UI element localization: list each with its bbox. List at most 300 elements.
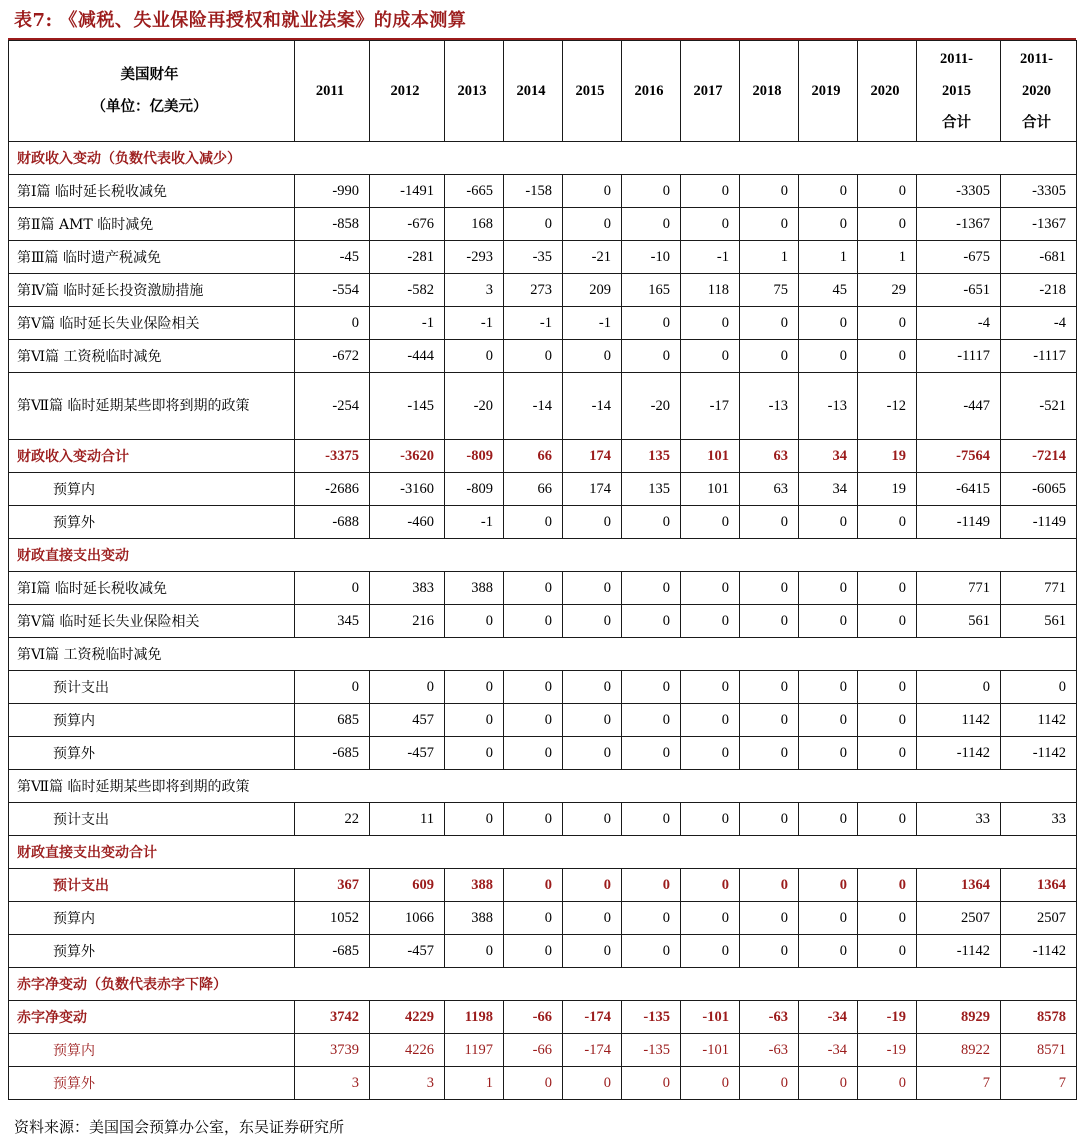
header-sum2-line3: 合计 bbox=[1022, 115, 1051, 131]
value-cell: 0 bbox=[681, 572, 740, 605]
value-cell: 0 bbox=[858, 340, 917, 373]
value-cell: 3742 bbox=[295, 1001, 370, 1034]
value-cell: 1 bbox=[740, 241, 799, 274]
value-cell: -1117 bbox=[1001, 340, 1077, 373]
row-label: 财政收入变动合计 bbox=[9, 440, 295, 473]
value-cell: -281 bbox=[370, 241, 445, 274]
value-cell: 0 bbox=[563, 803, 622, 836]
value-cell: 3 bbox=[295, 1067, 370, 1100]
row-label: 预算外 bbox=[9, 935, 295, 968]
value-cell: 0 bbox=[445, 704, 504, 737]
value-cell: 0 bbox=[504, 605, 563, 638]
value-cell: 685 bbox=[295, 704, 370, 737]
value-cell: 8929 bbox=[917, 1001, 1001, 1034]
value-cell: -45 bbox=[295, 241, 370, 274]
value-cell: 8571 bbox=[1001, 1034, 1077, 1067]
value-cell: -688 bbox=[295, 506, 370, 539]
value-cell: 0 bbox=[370, 671, 445, 704]
value-cell: 33 bbox=[917, 803, 1001, 836]
value-cell: 561 bbox=[1001, 605, 1077, 638]
value-cell: 1142 bbox=[1001, 704, 1077, 737]
value-cell: -17 bbox=[681, 373, 740, 440]
value-cell: 0 bbox=[295, 307, 370, 340]
value-cell: 174 bbox=[563, 440, 622, 473]
value-cell: -651 bbox=[917, 274, 1001, 307]
table-row bbox=[9, 803, 1077, 836]
value-cell: 0 bbox=[799, 1067, 858, 1100]
value-cell: 0 bbox=[681, 935, 740, 968]
value-cell: 0 bbox=[681, 1067, 740, 1100]
header-label-line2: （单位：亿美元） bbox=[91, 99, 208, 115]
table-row bbox=[9, 737, 1077, 770]
value-cell: 0 bbox=[740, 1067, 799, 1100]
value-cell: 29 bbox=[858, 274, 917, 307]
value-cell: 0 bbox=[858, 605, 917, 638]
value-cell: -3305 bbox=[1001, 175, 1077, 208]
value-cell: -14 bbox=[563, 373, 622, 440]
value-cell: 0 bbox=[563, 902, 622, 935]
row-label: 第Ⅶ篇 临时延期某些即将到期的政策 bbox=[9, 373, 295, 440]
value-cell: 0 bbox=[681, 737, 740, 770]
value-cell: 3 bbox=[445, 274, 504, 307]
value-cell: 165 bbox=[622, 274, 681, 307]
value-cell: -1 bbox=[445, 506, 504, 539]
header-year: 2019 bbox=[799, 41, 858, 142]
subsection-heading: 第Ⅵ篇 工资税临时减免 bbox=[9, 638, 1077, 671]
table-body bbox=[9, 142, 1077, 1100]
value-cell: 0 bbox=[740, 704, 799, 737]
header-year: 2011 bbox=[295, 41, 370, 142]
value-cell: 0 bbox=[681, 175, 740, 208]
value-cell: 0 bbox=[504, 1067, 563, 1100]
value-cell: 0 bbox=[799, 605, 858, 638]
section-row bbox=[9, 968, 1077, 1001]
value-cell: 388 bbox=[445, 572, 504, 605]
value-cell: -7564 bbox=[917, 440, 1001, 473]
table-row bbox=[9, 704, 1077, 737]
value-cell: 8578 bbox=[1001, 1001, 1077, 1034]
header-year: 2015 bbox=[563, 41, 622, 142]
value-cell: 63 bbox=[740, 440, 799, 473]
value-cell: -158 bbox=[504, 175, 563, 208]
table-row bbox=[9, 902, 1077, 935]
section-heading: 财政收入变动（负数代表收入减少） bbox=[9, 142, 1077, 175]
value-cell: 1364 bbox=[1001, 869, 1077, 902]
value-cell: 0 bbox=[858, 175, 917, 208]
row-label: 第Ⅳ篇 临时延长投资激励措施 bbox=[9, 274, 295, 307]
header-sum-2011-2015 bbox=[917, 41, 1001, 142]
value-cell: 66 bbox=[504, 440, 563, 473]
value-cell: 0 bbox=[799, 737, 858, 770]
value-cell: 135 bbox=[622, 473, 681, 506]
value-cell: 0 bbox=[740, 605, 799, 638]
value-cell: 4229 bbox=[370, 1001, 445, 1034]
header-sum-2011-2020 bbox=[1001, 41, 1077, 142]
value-cell: 168 bbox=[445, 208, 504, 241]
value-cell: 0 bbox=[799, 175, 858, 208]
table-row bbox=[9, 572, 1077, 605]
row-label: 第Ⅴ篇 临时延长失业保险相关 bbox=[9, 605, 295, 638]
value-cell: -6415 bbox=[917, 473, 1001, 506]
table-row bbox=[9, 175, 1077, 208]
value-cell: 0 bbox=[799, 340, 858, 373]
value-cell: 1142 bbox=[917, 704, 1001, 737]
table-row bbox=[9, 440, 1077, 473]
value-cell: 19 bbox=[858, 440, 917, 473]
value-cell: -10 bbox=[622, 241, 681, 274]
value-cell: 0 bbox=[799, 869, 858, 902]
row-label: 预算外 bbox=[9, 1067, 295, 1100]
row-label: 第Ⅱ篇 AMT 临时减免 bbox=[9, 208, 295, 241]
value-cell: 7 bbox=[917, 1067, 1001, 1100]
value-cell: -20 bbox=[445, 373, 504, 440]
value-cell: -3620 bbox=[370, 440, 445, 473]
table-row bbox=[9, 241, 1077, 274]
value-cell: -460 bbox=[370, 506, 445, 539]
value-cell: 367 bbox=[295, 869, 370, 902]
value-cell: -1142 bbox=[917, 737, 1001, 770]
value-cell: 0 bbox=[295, 671, 370, 704]
row-label: 预计支出 bbox=[9, 869, 295, 902]
value-cell: -13 bbox=[799, 373, 858, 440]
value-cell: -145 bbox=[370, 373, 445, 440]
table-row bbox=[9, 340, 1077, 373]
value-cell: -858 bbox=[295, 208, 370, 241]
value-cell: 0 bbox=[740, 737, 799, 770]
value-cell: 0 bbox=[563, 506, 622, 539]
value-cell: 0 bbox=[504, 737, 563, 770]
value-cell: -447 bbox=[917, 373, 1001, 440]
value-cell: 2507 bbox=[1001, 902, 1077, 935]
value-cell: -135 bbox=[622, 1001, 681, 1034]
value-cell: 1364 bbox=[917, 869, 1001, 902]
table-row bbox=[9, 935, 1077, 968]
value-cell: 0 bbox=[681, 605, 740, 638]
table-row bbox=[9, 307, 1077, 340]
row-label: 第Ⅵ篇 工资税临时减免 bbox=[9, 340, 295, 373]
section-row bbox=[9, 638, 1077, 671]
row-label: 预计支出 bbox=[9, 671, 295, 704]
value-cell: -685 bbox=[295, 737, 370, 770]
value-cell: 0 bbox=[740, 803, 799, 836]
value-cell: -19 bbox=[858, 1034, 917, 1067]
value-cell: 0 bbox=[740, 307, 799, 340]
value-cell: 0 bbox=[681, 902, 740, 935]
header-year: 2014 bbox=[504, 41, 563, 142]
table-row bbox=[9, 605, 1077, 638]
value-cell: -2686 bbox=[295, 473, 370, 506]
value-cell: 2507 bbox=[917, 902, 1001, 935]
value-cell: 0 bbox=[681, 208, 740, 241]
value-cell: 0 bbox=[563, 1067, 622, 1100]
value-cell: 0 bbox=[622, 175, 681, 208]
value-cell: -1367 bbox=[917, 208, 1001, 241]
value-cell: -809 bbox=[445, 440, 504, 473]
value-cell: 0 bbox=[622, 340, 681, 373]
value-cell: 771 bbox=[1001, 572, 1077, 605]
value-cell: 0 bbox=[917, 671, 1001, 704]
value-cell: 216 bbox=[370, 605, 445, 638]
value-cell: 11 bbox=[370, 803, 445, 836]
value-cell: -4 bbox=[917, 307, 1001, 340]
table-row bbox=[9, 373, 1077, 440]
value-cell: -174 bbox=[563, 1034, 622, 1067]
value-cell: 75 bbox=[740, 274, 799, 307]
value-cell: -4 bbox=[1001, 307, 1077, 340]
row-label: 预算内 bbox=[9, 704, 295, 737]
value-cell: -12 bbox=[858, 373, 917, 440]
value-cell: -101 bbox=[681, 1034, 740, 1067]
value-cell: -19 bbox=[858, 1001, 917, 1034]
value-cell: 273 bbox=[504, 274, 563, 307]
value-cell: -1117 bbox=[917, 340, 1001, 373]
row-label: 第Ⅰ篇 临时延长税收减免 bbox=[9, 572, 295, 605]
value-cell: 174 bbox=[563, 473, 622, 506]
section-row bbox=[9, 836, 1077, 869]
value-cell: -672 bbox=[295, 340, 370, 373]
value-cell: 0 bbox=[858, 737, 917, 770]
value-cell: 0 bbox=[799, 803, 858, 836]
value-cell: 0 bbox=[563, 605, 622, 638]
value-cell: 0 bbox=[858, 572, 917, 605]
value-cell: 0 bbox=[740, 572, 799, 605]
value-cell: 388 bbox=[445, 902, 504, 935]
value-cell: 0 bbox=[622, 506, 681, 539]
value-cell: -1491 bbox=[370, 175, 445, 208]
row-label: 第Ⅴ篇 临时延长失业保险相关 bbox=[9, 307, 295, 340]
value-cell: 0 bbox=[858, 869, 917, 902]
value-cell: 0 bbox=[563, 935, 622, 968]
value-cell: 0 bbox=[740, 208, 799, 241]
value-cell: 45 bbox=[799, 274, 858, 307]
header-sum1-line3: 合计 bbox=[942, 115, 971, 131]
value-cell: -1367 bbox=[1001, 208, 1077, 241]
value-cell: -63 bbox=[740, 1034, 799, 1067]
row-label: 第Ⅲ篇 临时遗产税减免 bbox=[9, 241, 295, 274]
value-cell: 0 bbox=[799, 671, 858, 704]
row-label: 预算外 bbox=[9, 737, 295, 770]
value-cell: -990 bbox=[295, 175, 370, 208]
header-year: 2013 bbox=[445, 41, 504, 142]
section-row bbox=[9, 539, 1077, 572]
value-cell: 0 bbox=[681, 671, 740, 704]
subsection-heading: 第Ⅶ篇 临时延期某些即将到期的政策 bbox=[9, 770, 1077, 803]
value-cell: -582 bbox=[370, 274, 445, 307]
header-sum2-line1: 2011- bbox=[1019, 51, 1054, 67]
value-cell: -14 bbox=[504, 373, 563, 440]
value-cell: 0 bbox=[504, 506, 563, 539]
value-cell: 118 bbox=[681, 274, 740, 307]
value-cell: 4226 bbox=[370, 1034, 445, 1067]
value-cell: 0 bbox=[740, 506, 799, 539]
table-row bbox=[9, 1001, 1077, 1034]
value-cell: -254 bbox=[295, 373, 370, 440]
row-label: 赤字净变动 bbox=[9, 1001, 295, 1034]
value-cell: -1149 bbox=[1001, 506, 1077, 539]
value-cell: 22 bbox=[295, 803, 370, 836]
value-cell: -1 bbox=[681, 241, 740, 274]
value-cell: 0 bbox=[504, 869, 563, 902]
value-cell: -1 bbox=[504, 307, 563, 340]
value-cell: 66 bbox=[504, 473, 563, 506]
value-cell: 0 bbox=[504, 803, 563, 836]
value-cell: -1 bbox=[370, 307, 445, 340]
value-cell: -1 bbox=[445, 307, 504, 340]
value-cell: -20 bbox=[622, 373, 681, 440]
value-cell: -135 bbox=[622, 1034, 681, 1067]
value-cell: 0 bbox=[563, 208, 622, 241]
value-cell: 1 bbox=[445, 1067, 504, 1100]
value-cell: 1198 bbox=[445, 1001, 504, 1034]
value-cell: 0 bbox=[563, 671, 622, 704]
value-cell: -521 bbox=[1001, 373, 1077, 440]
value-cell: 0 bbox=[622, 605, 681, 638]
table-row bbox=[9, 1067, 1077, 1100]
value-cell: -457 bbox=[370, 935, 445, 968]
value-cell: 0 bbox=[504, 935, 563, 968]
value-cell: -457 bbox=[370, 737, 445, 770]
row-label: 预计支出 bbox=[9, 803, 295, 836]
table-title: 表7: 《减税、失业保险再授权和就业法案》的成本测算 bbox=[14, 10, 467, 31]
section-heading: 财政直接支出变动合计 bbox=[9, 836, 1077, 869]
value-cell: 1052 bbox=[295, 902, 370, 935]
value-cell: 0 bbox=[445, 605, 504, 638]
row-label: 预算内 bbox=[9, 1034, 295, 1067]
value-cell: 8922 bbox=[917, 1034, 1001, 1067]
value-cell: 0 bbox=[445, 737, 504, 770]
value-cell: 0 bbox=[563, 704, 622, 737]
value-cell: 0 bbox=[799, 506, 858, 539]
value-cell: 0 bbox=[622, 307, 681, 340]
value-cell: -66 bbox=[504, 1034, 563, 1067]
header-label-cell bbox=[9, 41, 295, 142]
value-cell: 63 bbox=[740, 473, 799, 506]
value-cell: -3305 bbox=[917, 175, 1001, 208]
value-cell: -218 bbox=[1001, 274, 1077, 307]
value-cell: 0 bbox=[681, 869, 740, 902]
header-year: 2012 bbox=[370, 41, 445, 142]
header-sum1-line2: 2015 bbox=[942, 83, 971, 99]
value-cell: 33 bbox=[1001, 803, 1077, 836]
value-cell: 0 bbox=[445, 671, 504, 704]
value-cell: -676 bbox=[370, 208, 445, 241]
value-cell: -34 bbox=[799, 1001, 858, 1034]
value-cell: -675 bbox=[917, 241, 1001, 274]
value-cell: 0 bbox=[858, 803, 917, 836]
value-cell: 561 bbox=[917, 605, 1001, 638]
source-note: 资料来源：美国国会预算办公室，东吴证券研究所 bbox=[14, 1118, 345, 1136]
value-cell: 0 bbox=[681, 704, 740, 737]
value-cell: 0 bbox=[622, 737, 681, 770]
value-cell: 383 bbox=[370, 572, 445, 605]
value-cell: 0 bbox=[504, 208, 563, 241]
value-cell: 609 bbox=[370, 869, 445, 902]
value-cell: -665 bbox=[445, 175, 504, 208]
value-cell: 0 bbox=[622, 902, 681, 935]
value-cell: 19 bbox=[858, 473, 917, 506]
header-row bbox=[9, 41, 1077, 142]
value-cell: 0 bbox=[799, 208, 858, 241]
value-cell: 0 bbox=[1001, 671, 1077, 704]
value-cell: 0 bbox=[799, 307, 858, 340]
value-cell: 1197 bbox=[445, 1034, 504, 1067]
value-cell: 0 bbox=[504, 671, 563, 704]
section-heading: 财政直接支出变动 bbox=[9, 539, 1077, 572]
value-cell: -1142 bbox=[1001, 737, 1077, 770]
value-cell: -66 bbox=[504, 1001, 563, 1034]
value-cell: 0 bbox=[740, 869, 799, 902]
value-cell: 0 bbox=[681, 307, 740, 340]
value-cell: -13 bbox=[740, 373, 799, 440]
value-cell: 1 bbox=[858, 241, 917, 274]
value-cell: -35 bbox=[504, 241, 563, 274]
value-cell: -809 bbox=[445, 473, 504, 506]
value-cell: 0 bbox=[858, 208, 917, 241]
value-cell: 0 bbox=[445, 803, 504, 836]
value-cell: 0 bbox=[740, 935, 799, 968]
value-cell: 3 bbox=[370, 1067, 445, 1100]
table-row bbox=[9, 869, 1077, 902]
value-cell: 0 bbox=[858, 935, 917, 968]
value-cell: 0 bbox=[681, 506, 740, 539]
value-cell: 0 bbox=[799, 935, 858, 968]
cost-estimate-table bbox=[8, 40, 1077, 1100]
value-cell: 0 bbox=[681, 803, 740, 836]
value-cell: -1142 bbox=[917, 935, 1001, 968]
value-cell: 0 bbox=[799, 704, 858, 737]
value-cell: 0 bbox=[504, 572, 563, 605]
value-cell: 1 bbox=[799, 241, 858, 274]
value-cell: 0 bbox=[858, 671, 917, 704]
value-cell: 0 bbox=[622, 704, 681, 737]
value-cell: 0 bbox=[799, 572, 858, 605]
value-cell: 34 bbox=[799, 473, 858, 506]
value-cell: 388 bbox=[445, 869, 504, 902]
value-cell: 0 bbox=[445, 935, 504, 968]
value-cell: 0 bbox=[858, 506, 917, 539]
value-cell: 0 bbox=[622, 869, 681, 902]
value-cell: 0 bbox=[740, 175, 799, 208]
section-heading: 赤字净变动（负数代表赤字下降） bbox=[9, 968, 1077, 1001]
section-row bbox=[9, 142, 1077, 175]
value-cell: -1149 bbox=[917, 506, 1001, 539]
table-row bbox=[9, 506, 1077, 539]
value-cell: 0 bbox=[504, 704, 563, 737]
value-cell: 457 bbox=[370, 704, 445, 737]
value-cell: 0 bbox=[504, 340, 563, 373]
value-cell: 0 bbox=[740, 902, 799, 935]
value-cell: -3160 bbox=[370, 473, 445, 506]
value-cell: 771 bbox=[917, 572, 1001, 605]
value-cell: 0 bbox=[799, 902, 858, 935]
row-label: 预算外 bbox=[9, 506, 295, 539]
value-cell: 0 bbox=[563, 340, 622, 373]
value-cell: -3375 bbox=[295, 440, 370, 473]
value-cell: 135 bbox=[622, 440, 681, 473]
value-cell: 0 bbox=[740, 671, 799, 704]
value-cell: -21 bbox=[563, 241, 622, 274]
value-cell: 0 bbox=[622, 1067, 681, 1100]
value-cell: -6065 bbox=[1001, 473, 1077, 506]
value-cell: -685 bbox=[295, 935, 370, 968]
value-cell: 0 bbox=[740, 340, 799, 373]
value-cell: 0 bbox=[622, 208, 681, 241]
value-cell: 0 bbox=[858, 307, 917, 340]
header-year: 2020 bbox=[858, 41, 917, 142]
value-cell: 0 bbox=[563, 572, 622, 605]
value-cell: 0 bbox=[858, 1067, 917, 1100]
table-row bbox=[9, 274, 1077, 307]
